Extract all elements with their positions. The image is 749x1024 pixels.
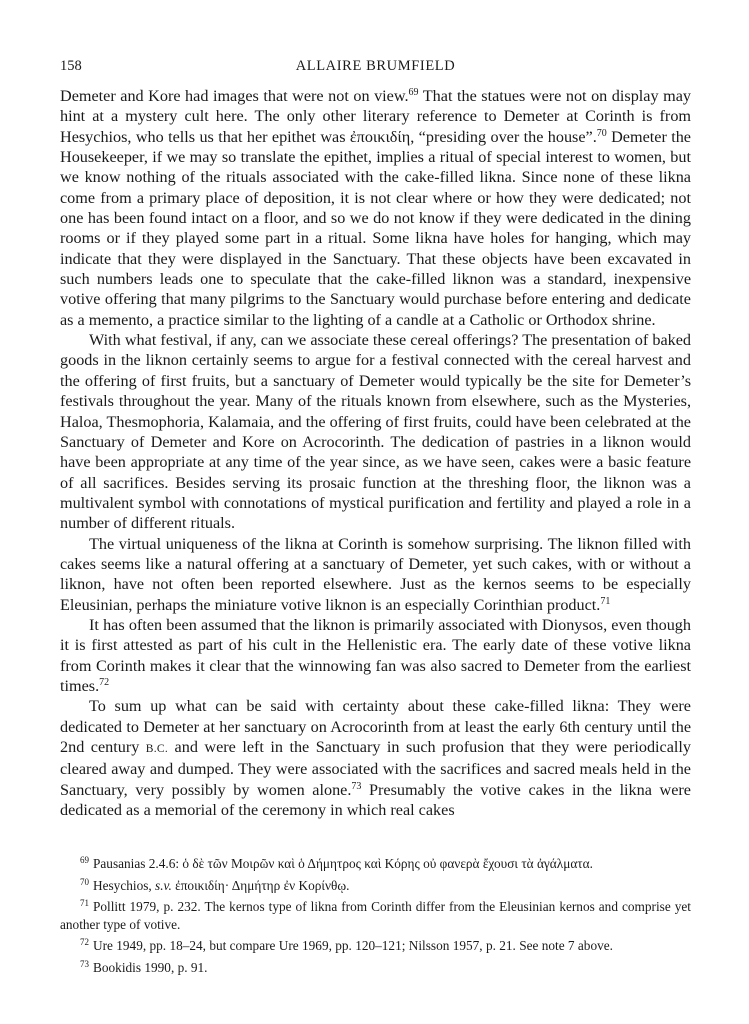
text-run: Pausanias 2.4.6: ὁ δὲ τῶν Μοιρῶν καὶ ὁ Δήμητρος καὶ Κόρης οὐ φανερὰ ἔχουσι τὰ ἀγάλματα. bbox=[93, 856, 593, 871]
footnote-ref: 71 bbox=[600, 595, 611, 607]
footnote-number: 71 bbox=[80, 898, 89, 909]
footnote-number: 70 bbox=[80, 876, 89, 887]
era-abbreviation: B.C. bbox=[145, 743, 169, 755]
footnote-number: 72 bbox=[80, 937, 89, 948]
footnote bbox=[60, 855, 691, 873]
footnote-ref: 72 bbox=[99, 676, 110, 688]
paragraph bbox=[60, 615, 691, 696]
text-run: That the statues were not on display may hint at a mystery cult here. The only other literary reference to Demeter at Corinth is from Hesychios, who tells us that her epithet was ἐποικιδίη, “presiding over the house”. bbox=[60, 87, 691, 146]
text-run: Demeter and Kore had images that were not on view. bbox=[60, 87, 409, 105]
text-run: Hesychios, bbox=[93, 877, 156, 893]
footnote-ref: 70 bbox=[596, 127, 607, 139]
text-run: It has often been assumed that the liknon is primarily associated with Dionysos, even though it is first attested as part of his cult in the Hellenistic era. The early date of these votive likna from Corinth makes it clear that the winnowing fan was also sacred to Demeter from the earliest times. bbox=[60, 615, 691, 695]
italic-text: s.v. bbox=[155, 877, 172, 893]
text-run: Ure 1949, pp. 18–24, but compare Ure 1969, pp. 120–121; Nilsson 1957, p. 21. See note 7 above. bbox=[93, 938, 613, 954]
paragraph bbox=[60, 534, 691, 615]
footnote-ref: 73 bbox=[351, 780, 362, 792]
paragraph bbox=[60, 696, 691, 820]
text-run: and were left in the Sanctuary in such profusion that they were periodically cleared away and dumped. They were associated with the sacrifices and sacred meals held in the Sanctuary, very possibly by women alone. bbox=[60, 738, 691, 799]
footnote bbox=[60, 877, 691, 895]
footnote-number: 73 bbox=[80, 958, 89, 969]
text-run: Bookidis 1990, p. 91. bbox=[93, 959, 208, 975]
footnote bbox=[60, 959, 691, 977]
paragraph bbox=[60, 330, 691, 533]
page-number: 158 bbox=[60, 58, 82, 74]
running-head: ALLAIRE BRUMFIELD bbox=[295, 58, 456, 74]
text-run: With what festival, if any, can we associate these cereal offerings? The presentation of baked goods in the liknon certainly seems to argue for a festival connected with the cereal harvest and the offering of first fruits, but a sanctuary of Demeter would typically be the site for Demeter’s festivals throughout the year. Many of the rituals known from elsewhere, such as the Mysteries, Haloa, Thesmophoria, Kalamaia, and the offering of first fruits, could have been celebrated at the Sanctuary of Demeter and Kore on Acrocorinth. The dedication of pastries in a liknon would have been appropriate at any time of the year since, as we have seen, cakes were a basic feature of all sacrifices. Besides serving its prosaic function at the threshing floor, the liknon was a multivalent symbol with connotations of mystical purification and fertility and played a role in a number of different rituals. bbox=[60, 331, 691, 533]
text-run: ἐποικιδίη· Δημήτηρ ἐν Κορίνθῳ. bbox=[171, 877, 350, 893]
footnotes bbox=[60, 855, 691, 981]
text-run: To sum up what can be said with certainty about these cake-filled likna: They were dedicated to Demeter at her sanctuary on Acrocorinth from at least the early 6th century until the 2nd century bbox=[60, 697, 691, 756]
footnote-ref: 69 bbox=[408, 87, 419, 98]
footnote-number: 69 bbox=[80, 855, 89, 865]
text-run: Pollitt 1979, p. 232. The kernos type of likna from Corinth differ from the Eleusinian kernos and comprise yet another type of votive. bbox=[60, 899, 691, 932]
text-run: The virtual uniqueness of the likna at Corinth is somehow surprising. The liknon filled with cakes seems like a natural offering at a sanctuary of Demeter, yet such cakes, with or without a liknon, have not often been reported elsewhere. Just as the kernos seems to be especially Eleusinian, perhaps the miniature votive liknon is an especially Corinthian product. bbox=[60, 534, 691, 614]
text-run: Presumably the votive cakes in the likna were dedicated as a memorial of the ceremony in which real cakes bbox=[60, 780, 691, 820]
footnote bbox=[60, 898, 691, 933]
text-run: Demeter the Housekeeper, if we may so translate the epithet, implies a ritual of special interest to women, but we know nothing of the rituals associated with the cake-filled likna. Since none of these likna come from a primary place of deposition, it is not clear where or how they were dedicated; not one has been found intact on a floor, and so we do not know if they were dedicated in the dining rooms or if they played some part in a ritual. Some likna have holes for hanging, which may indicate that they were displayed in the Sanctuary. That these objects have been excavated in such numbers leads one to speculate that the cake-filled liknon was a standard, inexpensive votive offering that many pilgrims to the Sanctuary would purchase before entering and dedicate as a memento, a practice similar to the lighting of a candle at a Catholic or Orthodox shrine. bbox=[60, 127, 691, 329]
footnote bbox=[60, 937, 691, 955]
paragraph bbox=[60, 86, 691, 330]
body-text bbox=[60, 86, 691, 820]
